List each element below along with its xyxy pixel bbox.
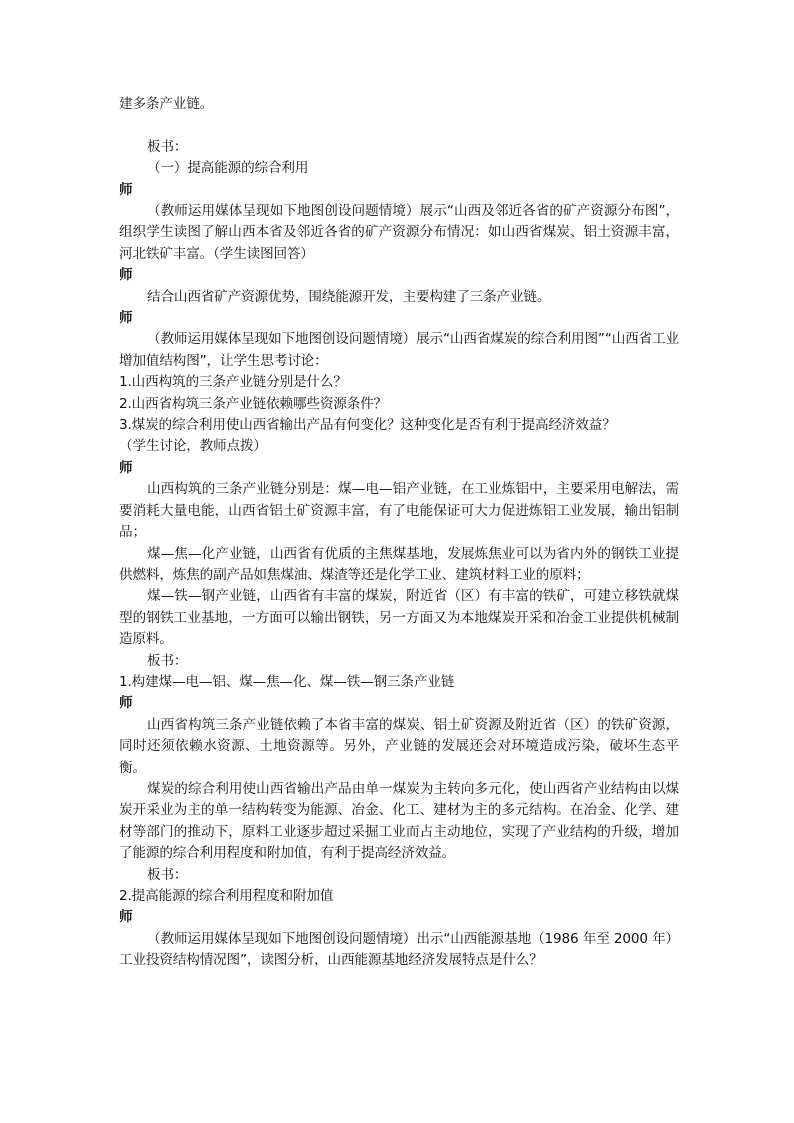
stage-direction: （学生讨论，教师点拨）: [119, 438, 267, 455]
question-item: 2.山西省构筑三条产业链依赖哪些资源条件？: [119, 395, 388, 412]
paragraph: （教师运用媒体呈现如下地图创设问题情境）展示“山西省煤炭的综合利用图”“山西省工业增加值结构图”，让学生思考讨论：: [119, 331, 679, 369]
paragraph: 山西构筑的三条产业链分别是：煤—电—铝产业链，在工业炼铝中，主要采用电解法，需要消耗大量电能，山西省铝土矿资源丰富，有了电能保证可大力促进炼铝工业发展，输出铝制品；: [119, 481, 679, 541]
document-body: [119, 94, 679, 972]
paragraph-continuation: 建多条产业链。: [119, 96, 214, 112]
teacher-marker: 师: [119, 181, 133, 198]
paragraph: 山西省构筑三条产业链依赖了本省丰富的煤炭、铝土矿资源及附近省（区）的铁矿资源，同时还须依赖水资源、土地资源等。另外，产业链的发展还会对环境造成污染，破坏生态平衡。: [119, 716, 679, 776]
paragraph: 结合山西省矿产资源优势，围绕能源开发，主要构建了三条产业链。: [147, 288, 551, 305]
paragraph: （教师运用媒体呈现如下地图创设问题情境）展示“山西及邻近各省的矿产资源分布图”，组织学生读图了解山西本省及邻近各省的矿产资源分布情况：如山西省煤炭、铝土资源丰富，河北铁矿丰富。（学生读图回答）: [119, 203, 679, 262]
teacher-marker: 师: [119, 459, 133, 476]
paragraph: 煤—焦—化产业链，山西省有优质的主焦煤基地，发展炼焦业可以为省内外的钢铁工业提供燃料，炼焦的副产品如焦煤油、煤渣等还是化学工业、建筑材料工业的原料；: [119, 545, 679, 583]
paragraph: （教师运用媒体呈现如下地图创设问题情境）出示“山西能源基地（1986 年至 2000 年）工业投资结构情况图”，读图分析，山西能源基地经济发展特点是什么？: [119, 930, 679, 969]
paragraph: 煤—铁—钢产业链，山西省有丰富的煤炭，附近省（区）有丰富的铁矿，可建立移铁就煤型的钢铁工业基地，一方面可以输出钢铁，另一方面又为本地煤炭开采和冶金工业提供机械制造原料。: [119, 588, 679, 648]
question-item: 1.山西构筑的三条产业链分别是什么？: [119, 374, 347, 391]
question-item: 3.煤炭的综合利用使山西省输出产品有何变化？这种变化是否有利于提高经济效益？: [119, 417, 616, 434]
board-note-label: 板书：: [147, 652, 188, 669]
board-note-item: 2.提高能源的综合利用程度和附加值: [119, 888, 334, 905]
teacher-marker: 师: [119, 909, 133, 926]
teacher-marker: 师: [119, 267, 133, 284]
teacher-marker: 师: [119, 695, 133, 712]
board-note-item: 1.构建煤—电—铝、煤—焦—化、煤—铁—钢三条产业链: [119, 673, 455, 690]
teacher-marker: 师: [119, 310, 133, 327]
paragraph: 煤炭的综合利用使山西省输出产品由单一煤炭为主转向多元化，使山西省产业结构由以煤炭开采业为主的单一结构转变为能源、冶金、化工、建材为主的多元结构。在冶金、化学、建材等部门的推动下，原料工业逐步超过采掘工业而占主动地位，实现了产业结构的升级，增加了能源的综合利用程度和附加值，有利于提高经济效益。: [119, 780, 679, 862]
section-heading: （一）提高能源的综合利用: [147, 160, 309, 177]
blank-line: [119, 115, 679, 136]
board-note-label: 板书：: [147, 138, 188, 155]
board-note-label: 板书：: [147, 866, 188, 883]
